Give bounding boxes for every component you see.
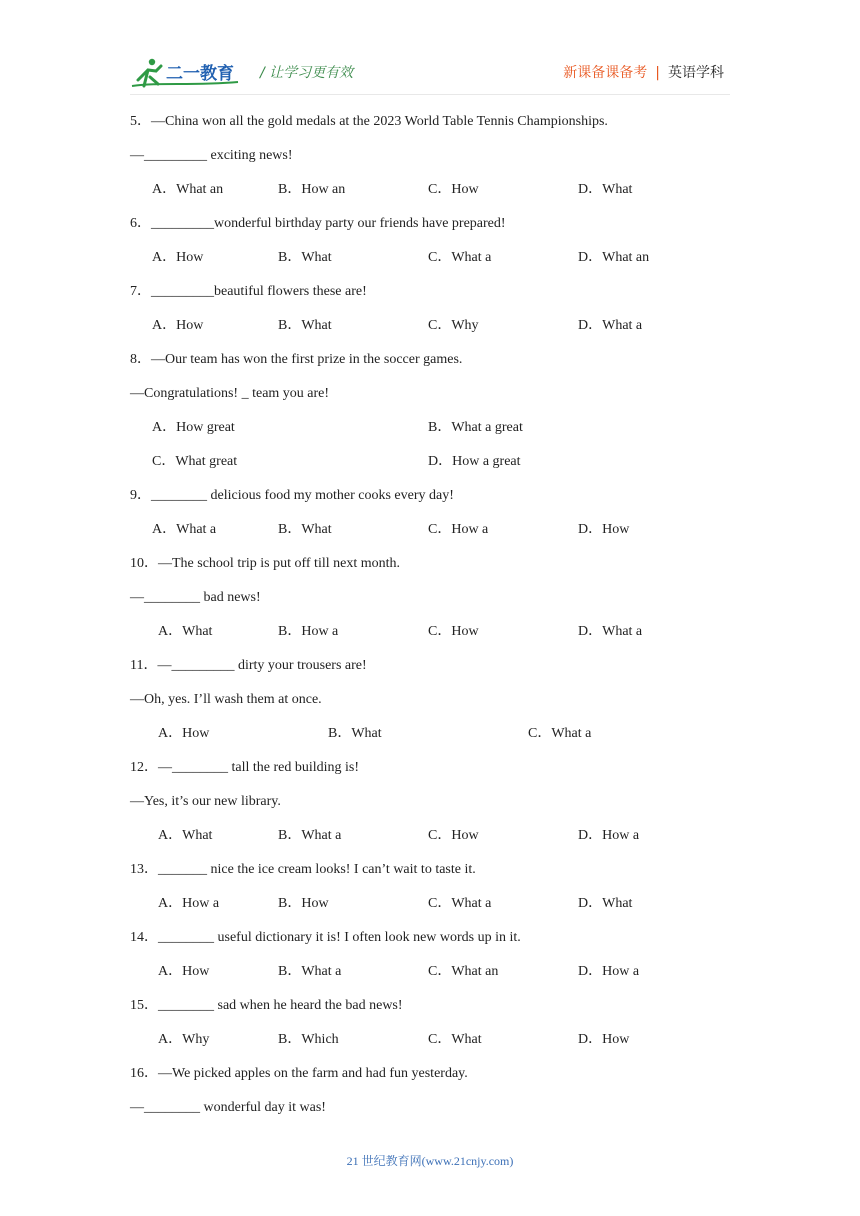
options-row [130,411,730,445]
options-row [130,241,730,275]
answer-option[interactable]: B．What a great [428,420,523,435]
answer-option[interactable]: D．What a [578,624,643,639]
question-number: 16． [130,1066,158,1081]
answer-option[interactable]: B．What [278,318,332,333]
answer-option[interactable]: B．What [328,726,382,741]
logo [130,56,242,90]
question-number: 8． [130,352,151,367]
question-text: _______ nice the ice cream looks! I can’t wait to taste it. [158,862,476,877]
answer-option[interactable]: C．How [428,828,479,843]
header-divider [130,94,730,95]
options-row [130,445,730,479]
question-number: 14． [130,930,158,945]
question-text: ________ sad when he heard the bad news! [158,998,403,1013]
question-reply: —Oh, yes. I’ll wash them at once. [130,692,322,707]
tag-left: 新课备课备考 [563,65,648,81]
question-stem [130,921,730,955]
answer-option[interactable]: D．How [578,1032,630,1047]
answer-option[interactable]: C．What great [152,454,238,469]
answer-option[interactable]: C．Why [428,318,479,333]
question-reply: —Congratulations! _ team you are! [130,386,330,401]
question-stem [130,547,730,581]
question-number: 11． [130,658,158,673]
answer-option[interactable]: C．How [428,182,479,197]
answer-option[interactable]: B．What [278,250,332,265]
question-text: —Our team has won the first prize in the soccer games. [151,352,463,367]
answer-option[interactable]: D．What a [578,318,643,333]
options-row [130,1023,730,1057]
answer-option[interactable]: C．What [428,1032,482,1047]
question-stem [130,1057,730,1091]
subject-tag [563,62,724,82]
answer-option[interactable]: C．How a [428,522,489,537]
answer-option[interactable]: B．What a [278,828,342,843]
options-row [130,819,730,853]
answer-option[interactable]: D．How a [578,964,640,979]
answer-option[interactable]: B．What [278,522,332,537]
tag-separator: | [655,65,660,81]
question-number: 12． [130,760,158,775]
question-text: —_________ dirty your trousers are! [157,658,367,673]
question-text: —The school trip is put off till next month. [158,556,400,571]
question-reply: —_________ exciting news! [130,148,293,163]
question-stem [130,751,730,785]
question-number: 5． [130,114,151,129]
answer-option[interactable]: B．How a [278,624,339,639]
question-number: 7． [130,284,151,299]
answer-option[interactable]: D．How a great [428,454,521,469]
question-stem [130,105,730,139]
answer-option[interactable]: B．What a [278,964,342,979]
question-text: ________ delicious food my mother cooks every day! [151,488,454,503]
options-row [130,615,730,649]
tag-right: 英语学科 [668,65,724,81]
answer-option[interactable]: A．How [152,250,204,265]
answer-option[interactable]: B．Which [278,1032,339,1047]
answer-option[interactable]: D．How [578,522,630,537]
question-text: _________wonderful birthday party our friends have prepared! [151,216,506,231]
question-reply: —________ wonderful day it was! [130,1100,326,1115]
answer-option[interactable]: D．What [578,896,633,911]
question-number: 9． [130,488,151,503]
question-stem [130,207,730,241]
question-reply: —Yes, it’s our new library. [130,794,281,809]
slogan: / 让学习更有效 [260,65,354,81]
question-stem [130,649,730,683]
question-stem [130,479,730,513]
answer-option[interactable]: A．What an [152,182,224,197]
answer-option[interactable]: D．What [578,182,633,197]
answer-option[interactable]: D．How a [578,828,640,843]
answer-option[interactable]: A．How [158,726,210,741]
answer-option[interactable]: B．How an [278,182,346,197]
answer-option[interactable]: A．What a [152,522,217,537]
options-row [130,173,730,207]
question-stem [130,853,730,887]
question-number: 13． [130,862,158,877]
answer-option[interactable]: D．What an [578,250,650,265]
answer-option[interactable]: C．What a [428,896,492,911]
answer-option[interactable]: A．What [158,624,213,639]
question-stem [130,275,730,309]
question-stem [130,343,730,377]
question-number: 10． [130,556,158,571]
question-number: 15． [130,998,158,1013]
answer-option[interactable]: A．How a [158,896,220,911]
answer-option[interactable]: A．What [158,828,213,843]
answer-option[interactable]: B．How [278,896,329,911]
question-text: _________beautiful flowers these are! [151,284,367,299]
question-list [130,105,730,1125]
question-text: ________ useful dictionary it is! I often look new words up in it. [158,930,521,945]
answer-option[interactable]: C．What a [528,726,592,741]
page-header [130,52,730,92]
answer-option[interactable]: A．How great [152,420,235,435]
answer-option[interactable]: A．Why [158,1032,210,1047]
options-row [130,309,730,343]
question-number: 6． [130,216,151,231]
logo-text: 二一教育 [166,64,234,84]
question-text: —China won all the gold medals at the 2023 World Table Tennis Championships. [151,114,608,129]
question-text: —We picked apples on the farm and had fun yesterday. [158,1066,468,1081]
answer-option[interactable]: C．What an [428,964,499,979]
options-row [130,955,730,989]
question-reply: —________ bad news! [130,590,261,605]
page-footer: 21 世纪教育网(www.21cnjy.com) [346,1154,514,1168]
answer-option[interactable]: A．How [158,964,210,979]
answer-option[interactable]: C．How [428,624,479,639]
question-stem [130,989,730,1023]
answer-option[interactable]: A．How [152,318,204,333]
answer-option[interactable]: C．What a [428,250,492,265]
question-text: —________ tall the red building is! [158,760,360,775]
options-row [130,717,730,751]
options-row [130,887,730,921]
options-row [130,513,730,547]
